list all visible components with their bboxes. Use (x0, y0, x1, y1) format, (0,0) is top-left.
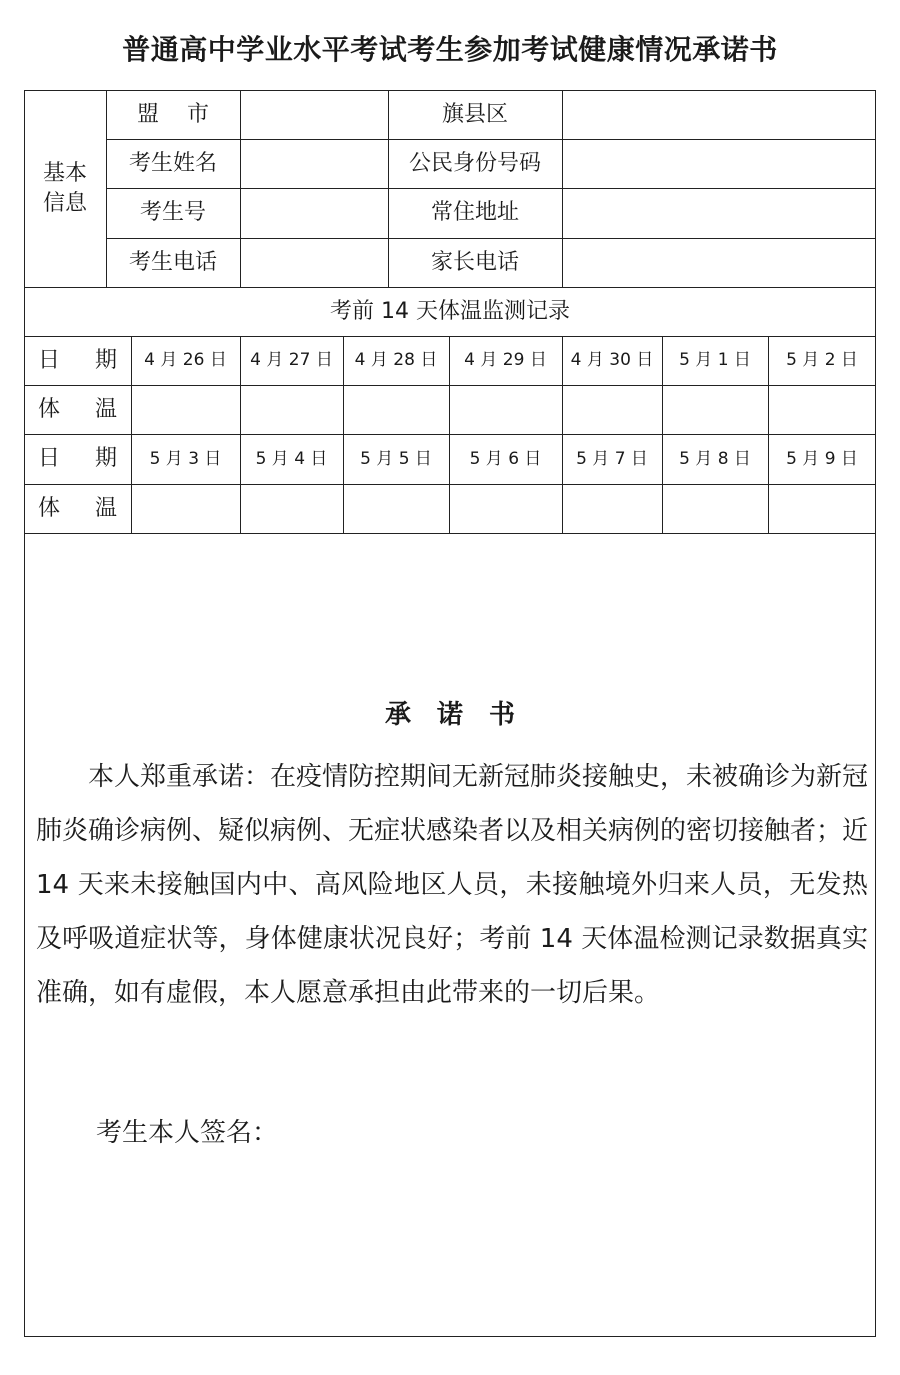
date-cell: 5 月 9 日 (786, 448, 858, 469)
candidate-phone-label: 考生电话 (128, 249, 217, 275)
temperature-input-cell[interactable] (768, 484, 876, 533)
temperature-input-cell[interactable] (449, 484, 562, 533)
date-cell: 4 月 28 日 (354, 350, 438, 371)
date-cell: 5 月 1 日 (679, 350, 751, 371)
rule (24, 533, 876, 534)
date-cell: 5 月 6 日 (469, 448, 542, 469)
basic-info-section-label: 基本 信息 (42, 160, 87, 216)
temperature-input-cell[interactable] (240, 484, 343, 533)
temperature-input-cell[interactable] (449, 385, 562, 434)
date-cell: 5 月 5 日 (360, 448, 432, 469)
candidate-number-field[interactable] (240, 188, 388, 238)
county-district-label: 旗县区 (441, 101, 508, 127)
pledge-body: 本人郑重承诺：在疫情防控期间无新冠肺炎接触史，未被确诊为新冠肺炎确诊病例、疑似病例、无症状感染者以及相关病例的密切接触者；近 14 天来未接触国内中、高风险地区人员，未接触境外归来人员，无发热及呼吸道症状等，身体健康状况良好；考前 14 天体温检测记录数据真实准确，如有虚假，本人愿意承担由此带来的一切后果。 (36, 762, 869, 1008)
date-row-label: 日 期 (38, 446, 131, 472)
temperature-input-cell[interactable] (343, 385, 449, 434)
signature-label: 考生本人签名： (96, 1118, 279, 1148)
candidate-name-label: 考生姓名 (128, 150, 217, 176)
county-district-field[interactable] (562, 90, 876, 139)
candidate-name-field[interactable] (240, 139, 388, 188)
id-number-label: 公民身份号码 (408, 150, 541, 176)
date-cell: 5 月 2 日 (786, 350, 858, 371)
candidate-phone-field[interactable] (240, 238, 388, 287)
date-cell: 5 月 3 日 (149, 448, 222, 469)
temperature-input-cell[interactable] (562, 484, 662, 533)
temperature-input-cell[interactable] (662, 484, 768, 533)
temperature-record-heading: 考前 14 天体温监测记录 (330, 298, 570, 324)
league-city-label: 盟 市 (137, 101, 209, 127)
temperature-input-cell[interactable] (131, 484, 240, 533)
temperature-input-cell[interactable] (562, 385, 662, 434)
parent-phone-field[interactable] (562, 238, 876, 287)
date-row-label: 日 期 (38, 347, 131, 373)
id-number-field[interactable] (562, 139, 876, 188)
temperature-row-label: 体 温 (38, 495, 131, 521)
date-cell: 5 月 7 日 (576, 448, 648, 469)
address-field[interactable] (562, 188, 876, 238)
date-cell: 5 月 8 日 (679, 448, 751, 469)
temperature-input-cell[interactable] (131, 385, 240, 434)
candidate-number-label: 考生号 (139, 200, 206, 226)
parent-phone-label: 家长电话 (430, 249, 519, 275)
date-cell: 4 月 30 日 (570, 350, 654, 371)
temperature-input-cell[interactable] (343, 484, 449, 533)
temperature-input-cell[interactable] (768, 385, 876, 434)
temperature-input-cell[interactable] (662, 385, 768, 434)
date-cell: 4 月 29 日 (464, 350, 547, 371)
temperature-input-cell[interactable] (240, 385, 343, 434)
date-cell: 4 月 26 日 (144, 350, 227, 371)
league-city-field[interactable] (240, 90, 388, 139)
temperature-row-label: 体 温 (38, 396, 131, 422)
date-cell: 4 月 27 日 (250, 350, 333, 371)
address-label: 常住地址 (430, 200, 519, 226)
date-cell: 5 月 4 日 (255, 448, 328, 469)
page-title: 普通高中学业水平考试考生参加考试健康情况承诺书 (122, 33, 778, 66)
pledge-title: 承诺书 (384, 700, 541, 730)
